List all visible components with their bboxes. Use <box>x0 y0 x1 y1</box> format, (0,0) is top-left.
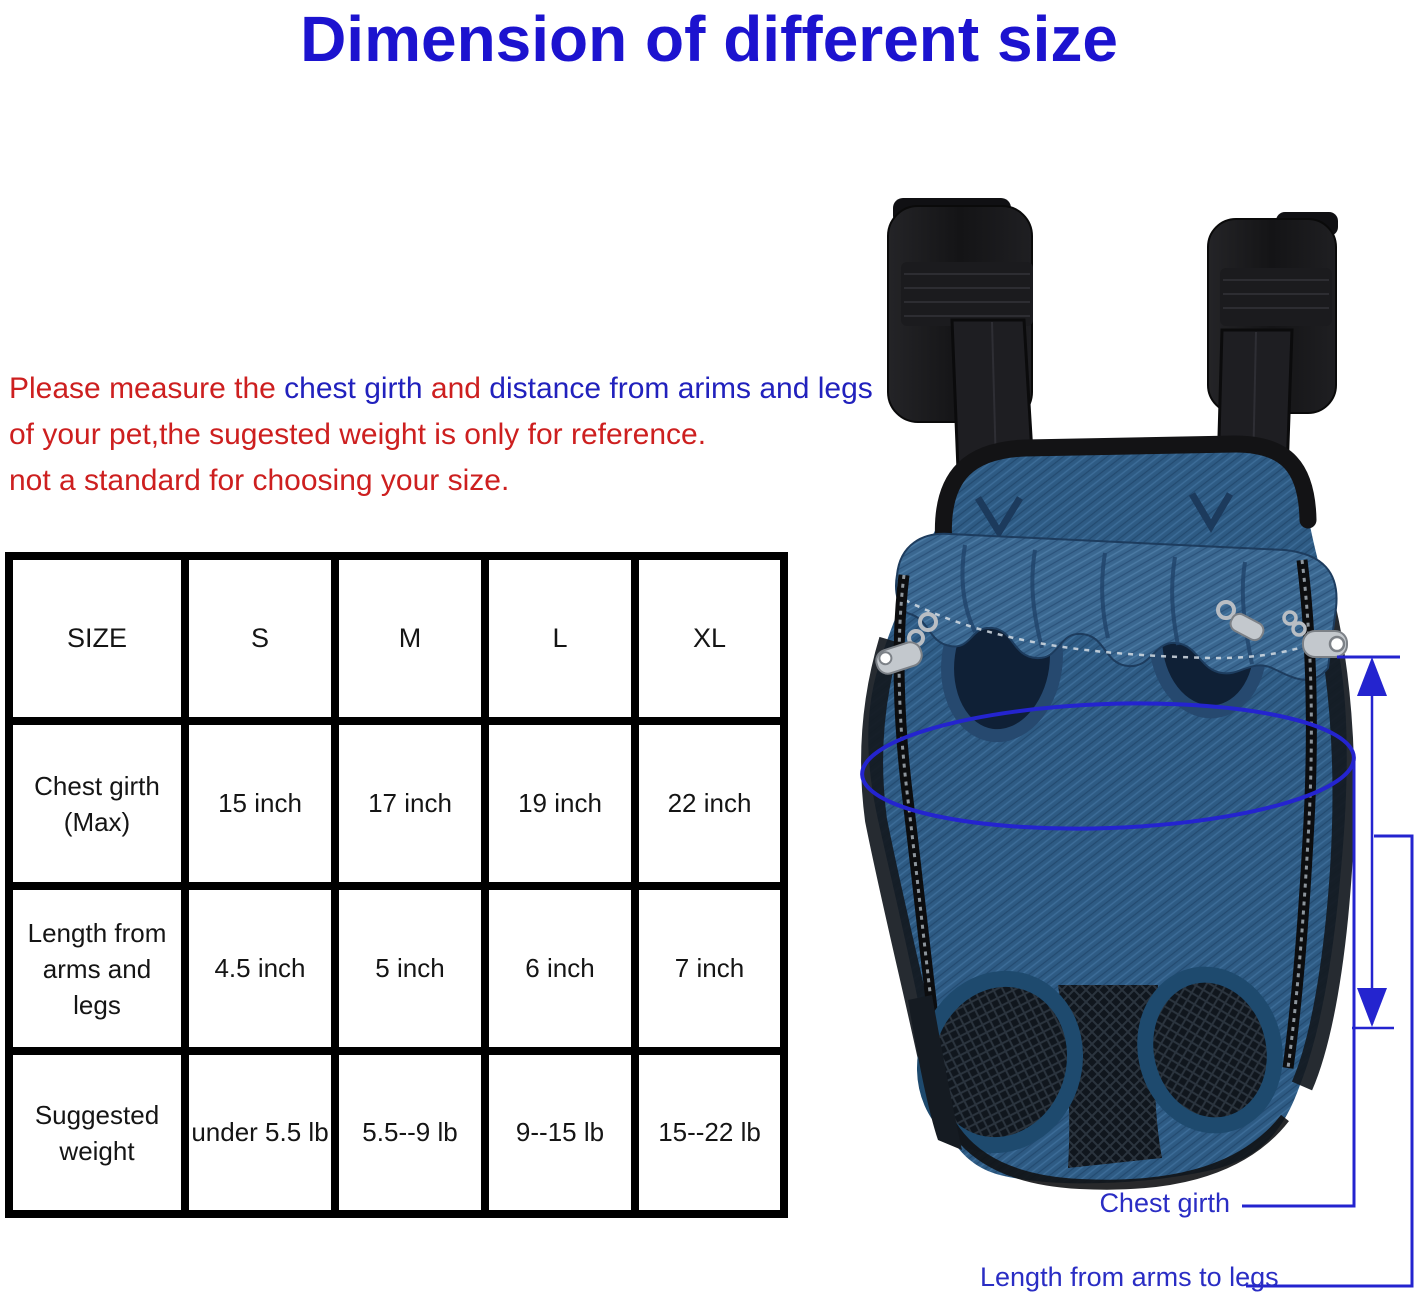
arrowhead-down <box>1357 988 1387 1027</box>
table-cell: 15 inch <box>189 725 331 882</box>
right-shoulder-strap <box>1208 212 1338 472</box>
table-header-xl: XL <box>639 560 780 717</box>
size-dimension-table <box>5 552 788 1218</box>
instruction-line-3: not a standard for choosing your size. <box>9 464 510 497</box>
chest-girth-label: Chest girth <box>1099 1188 1230 1218</box>
instruction-line-1 <box>9 366 873 412</box>
table-cell: 19 inch <box>489 725 631 882</box>
table-header-l: L <box>489 560 631 717</box>
length-from-arms-to-legs-label: Length from arms to legs <box>980 1262 1279 1292</box>
measure-instructions <box>9 366 873 504</box>
table-cell: 22 inch <box>639 725 780 882</box>
instruction-segment: Please measure the <box>9 372 285 405</box>
instruction-segment: and <box>422 372 490 405</box>
table-cell: 5.5--9 lb <box>339 1055 481 1210</box>
row-label-weight: Suggested weight <box>13 1055 181 1210</box>
dog-carrier-backpack-photo <box>850 190 1418 1300</box>
left-shoulder-strap <box>888 198 1033 470</box>
arrowhead-up <box>1357 657 1387 696</box>
instruction-line-2: of your pet,the sugested weight is only for reference. <box>9 418 707 451</box>
table-cell: 9--15 lb <box>489 1055 631 1210</box>
table-cell: 17 inch <box>339 725 481 882</box>
instruction-segment: chest girth <box>284 372 423 405</box>
table-header-size: SIZE <box>13 560 181 717</box>
table-cell: 6 inch <box>489 890 631 1047</box>
table-cell: under 5.5 lb <box>189 1055 331 1210</box>
instruction-segment: distance from arims and legs <box>489 372 873 405</box>
row-label-length: Length from arms and legs <box>13 890 181 1047</box>
table-cell: 5 inch <box>339 890 481 1047</box>
table-header-s: S <box>189 560 331 717</box>
table-header-m: M <box>339 560 481 717</box>
table-cell: 7 inch <box>639 890 780 1047</box>
table-cell: 4.5 inch <box>189 890 331 1047</box>
row-label-chest-girth: Chest girth (Max) <box>13 725 181 882</box>
page-title: Dimension of different size <box>300 3 1118 75</box>
table-cell: 15--22 lb <box>639 1055 780 1210</box>
